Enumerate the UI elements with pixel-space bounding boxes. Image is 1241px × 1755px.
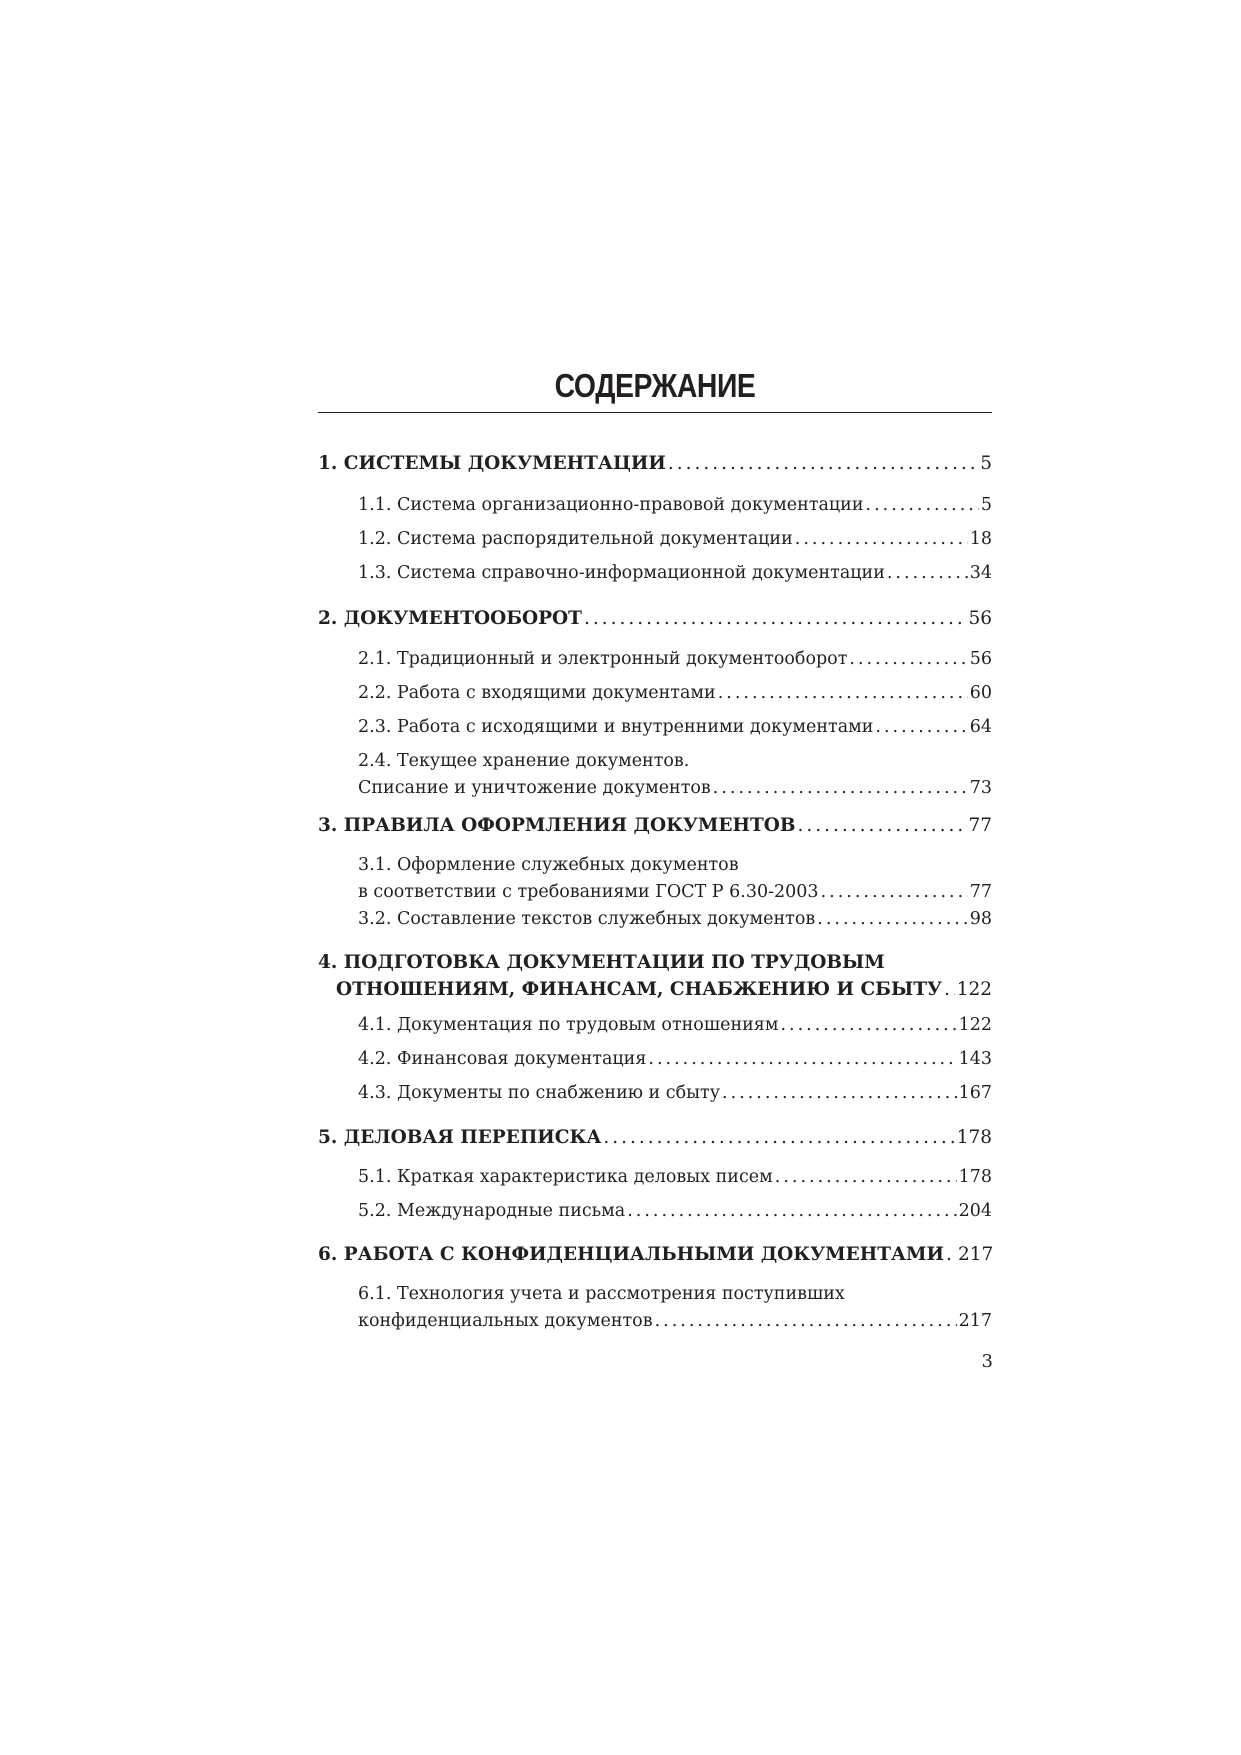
toc-entry-title: 2.2. Работа с входящими документами bbox=[358, 683, 716, 703]
toc-section-6-1[interactable] bbox=[358, 1281, 992, 1335]
leader-dots bbox=[887, 560, 968, 587]
leader-dots bbox=[713, 775, 968, 802]
toc-chapter-2[interactable] bbox=[318, 605, 992, 632]
leader-dots bbox=[875, 714, 967, 741]
toc-entry-title-line1: 4. ПОДГОТОВКА ДОКУМЕНТАЦИИ ПО ТРУДОВЫМ bbox=[318, 952, 885, 973]
toc-entry-page: 217 bbox=[958, 1244, 994, 1265]
toc-section-4-3[interactable] bbox=[358, 1080, 992, 1107]
toc-entry-title: ОТНОШЕНИЯМ, ФИНАНСАМ, СНАБЖЕНИЮ И СБЫТУ bbox=[336, 979, 943, 1000]
toc-entry-title: 5. ДЕЛОВАЯ ПЕРЕПИСКА bbox=[318, 1127, 602, 1148]
toc-entry-page: 34 bbox=[969, 563, 992, 583]
toc-entry-title: 1. СИСТЕМЫ ДОКУМЕНТАЦИИ bbox=[318, 453, 666, 474]
page-number: 3 bbox=[981, 1351, 993, 1372]
leader-dots bbox=[668, 450, 978, 477]
toc-entry-title: 3.2. Составление текстов служебных документов bbox=[358, 909, 816, 929]
toc-chapter-4[interactable] bbox=[318, 949, 992, 1003]
toc-entry-page: 178 bbox=[956, 1127, 992, 1148]
toc-entry-title: 1.1. Система организационно-правовой документации bbox=[358, 495, 864, 515]
toc-section-3-2[interactable] bbox=[358, 906, 992, 933]
toc-section-1-1[interactable] bbox=[358, 492, 992, 519]
leader-dots bbox=[817, 906, 967, 933]
toc-entry-page: 64 bbox=[969, 717, 992, 737]
toc-entry-page: 167 bbox=[958, 1083, 992, 1103]
leader-dots bbox=[944, 976, 955, 1003]
toc-entry-page: 5 bbox=[980, 453, 992, 474]
toc-chapter-5[interactable] bbox=[318, 1124, 992, 1151]
toc-entry-title: 6. РАБОТА С КОНФИДЕНЦИАЛЬНЫМИ ДОКУМЕНТАМИ bbox=[318, 1244, 944, 1265]
toc-entry-page: 204 bbox=[958, 1201, 992, 1221]
toc-section-4-1[interactable] bbox=[358, 1012, 992, 1039]
toc-entry-page: 217 bbox=[958, 1311, 992, 1331]
toc-entry-title: 4.2. Финансовая документация bbox=[358, 1049, 647, 1069]
toc-entry-page: 56 bbox=[969, 649, 992, 669]
leader-dots bbox=[821, 879, 968, 906]
leader-dots bbox=[722, 1080, 957, 1107]
toc-entry-title: 4.3. Документы по снабжению и сбыту bbox=[358, 1083, 721, 1103]
leader-dots bbox=[603, 1124, 954, 1151]
toc-entry-title: 5.2. Международные письма bbox=[358, 1201, 626, 1221]
toc-entry-title-line1: 6.1. Технология учета и рассмотрения поступивших bbox=[358, 1284, 845, 1304]
toc-section-5-2[interactable] bbox=[358, 1198, 992, 1225]
toc-entry-page: 77 bbox=[969, 882, 992, 902]
leader-dots bbox=[866, 492, 979, 519]
leader-dots bbox=[946, 1241, 956, 1268]
toc-entry-page: 122 bbox=[958, 1015, 992, 1035]
toc-entry-page: 73 bbox=[969, 778, 992, 798]
toc-entry-title: конфиденциальных документов bbox=[358, 1311, 653, 1331]
toc-entry-title: 5.1. Краткая характеристика деловых писем bbox=[358, 1167, 773, 1187]
toc-entry-page: 56 bbox=[968, 608, 992, 629]
toc-entry-page: 5 bbox=[980, 495, 992, 515]
toc-entry-title: в соответствии с требованиями ГОСТ Р 6.30-2003 bbox=[358, 882, 819, 902]
toc-entry-title: 2. ДОКУМЕНТООБОРОТ bbox=[318, 608, 582, 629]
leader-dots bbox=[849, 646, 967, 673]
toc-entry-page: 178 bbox=[958, 1167, 992, 1187]
toc-entry-title: 4.1. Документация по трудовым отношениям bbox=[358, 1015, 779, 1035]
toc-section-1-2[interactable] bbox=[358, 526, 992, 553]
toc-entry-page: 143 bbox=[958, 1049, 992, 1069]
toc-section-5-1[interactable] bbox=[358, 1164, 992, 1191]
toc-entry-page: 77 bbox=[968, 815, 992, 836]
toc-section-1-3[interactable] bbox=[358, 560, 992, 587]
leader-dots bbox=[627, 1198, 956, 1225]
toc-section-2-1[interactable] bbox=[358, 646, 992, 673]
toc-entry-title: 2.3. Работа с исходящими и внутренними документами bbox=[358, 717, 874, 737]
toc-section-4-2[interactable] bbox=[358, 1046, 992, 1073]
toc-entry-page: 122 bbox=[956, 979, 992, 1000]
leader-dots bbox=[780, 1012, 956, 1039]
toc-entry-title: 1.2. Система распорядительной документации bbox=[358, 529, 793, 549]
leader-dots bbox=[584, 605, 967, 632]
page-title: СОДЕРЖАНИЕ bbox=[554, 367, 756, 404]
toc-entry-title-line1: 2.4. Текущее хранение документов. bbox=[358, 751, 690, 771]
leader-dots bbox=[795, 526, 968, 553]
toc-chapter-1[interactable] bbox=[318, 450, 992, 477]
toc-entry-title: 3. ПРАВИЛА ОФОРМЛЕНИЯ ДОКУМЕНТОВ bbox=[318, 815, 796, 836]
toc-section-2-4[interactable] bbox=[358, 748, 992, 802]
leader-dots bbox=[798, 812, 967, 839]
leader-dots bbox=[648, 1046, 956, 1073]
toc-section-2-2[interactable] bbox=[358, 680, 992, 707]
toc-entry-title: Списание и уничтожение документов bbox=[358, 778, 711, 798]
toc-section-2-3[interactable] bbox=[358, 714, 992, 741]
table-of-contents bbox=[318, 0, 992, 1755]
leader-dots bbox=[775, 1164, 957, 1191]
toc-chapter-3[interactable] bbox=[318, 812, 992, 839]
toc-entry-page: 60 bbox=[969, 683, 992, 703]
toc-entry-page: 98 bbox=[969, 909, 992, 929]
toc-entry-title: 1.3. Система справочно-информационной документации bbox=[358, 563, 885, 583]
leader-dots bbox=[718, 680, 968, 707]
leader-dots bbox=[655, 1308, 957, 1335]
toc-entry-title-line1: 3.1. Оформление служебных документов bbox=[358, 855, 739, 875]
toc-entry-title: 2.1. Традиционный и электронный документооборот bbox=[358, 649, 848, 669]
toc-chapter-6[interactable] bbox=[318, 1241, 992, 1268]
toc-entry-page: 18 bbox=[969, 529, 992, 549]
toc-section-3-1[interactable] bbox=[358, 852, 992, 906]
